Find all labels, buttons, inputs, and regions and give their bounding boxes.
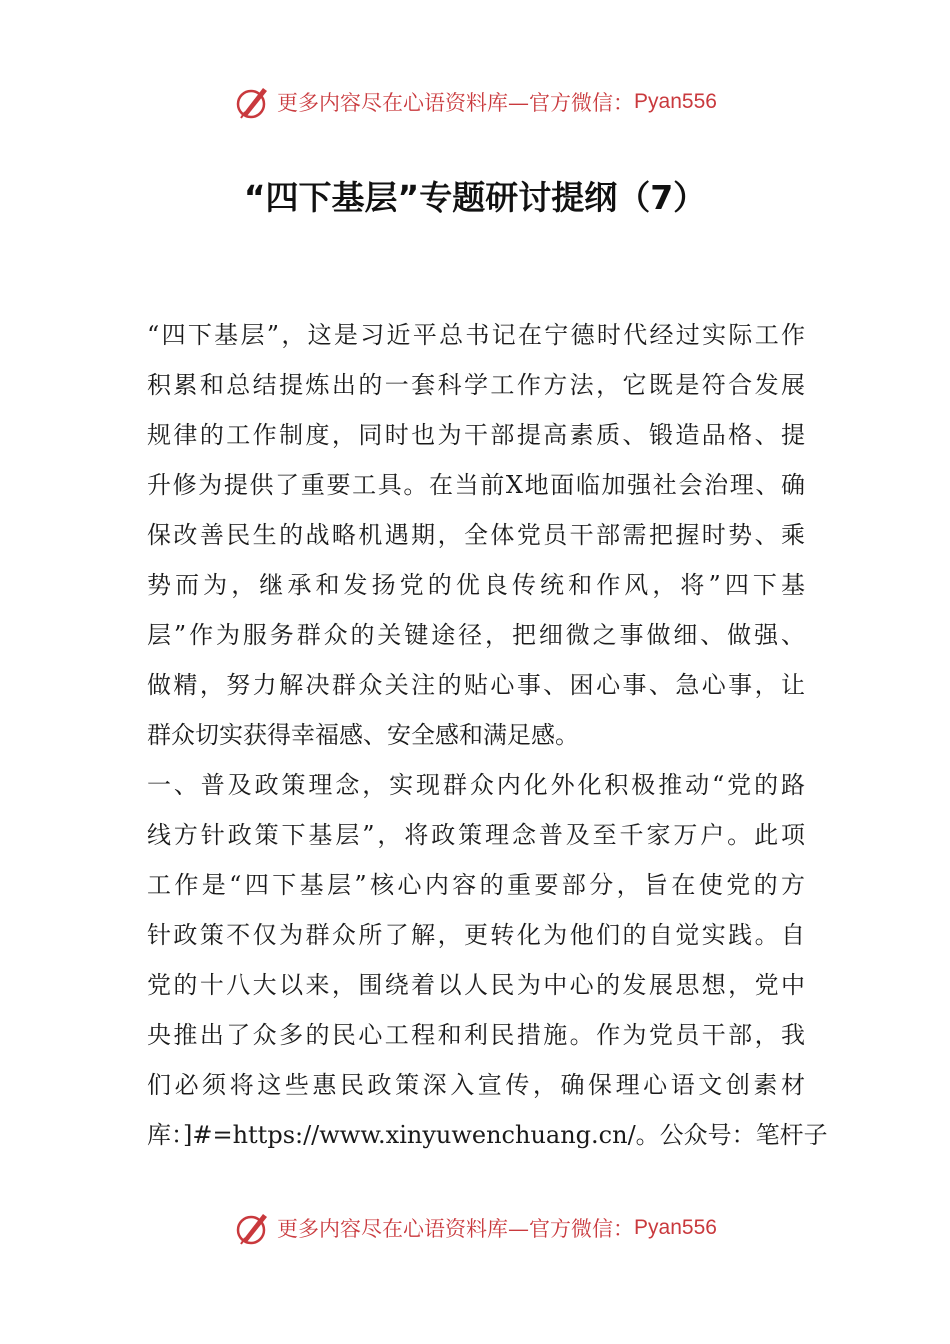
footer-banner-text: 更多内容尽在心语资料库—官方微信：	[277, 1217, 635, 1241]
footer-banner	[0, 1208, 950, 1248]
body-line: 线方针政策下基层”，将政策理念普及至千家万户。此项	[147, 821, 805, 849]
header-banner-text: 更多内容尽在心语资料库—官方微信：	[277, 91, 635, 115]
body-line: 保改善民生的战略机遇期，全体党员干部需把握时势、乘	[147, 521, 805, 549]
body-line: 层”作为服务群众的关键途径，把细微之事做细、做强、	[147, 621, 805, 649]
page-title: “四下基层”专题研讨提纲（7）	[243, 178, 707, 217]
header-banner	[0, 82, 950, 122]
quill-pen-logo-icon	[233, 82, 273, 122]
footer-wechat-id: Pyan556	[634, 1216, 717, 1239]
body-line: 规律的工作制度，同时也为干部提高素质、锻造品格、提	[147, 421, 805, 449]
body-line: 针政策不仅为群众所了解，更转化为他们的自觉实践。自	[147, 921, 805, 949]
quill-pen-logo-icon	[233, 1208, 273, 1248]
body-line: 积累和总结提炼出的一套科学工作方法，它既是符合发展	[147, 371, 805, 399]
body-text	[147, 310, 828, 1160]
body-line: 党的十八大以来，围绕着以人民为中心的发展思想，党中	[147, 971, 805, 999]
body-line: 做精，努力解决群众关注的贴心事、困心事、急心事，让	[147, 671, 805, 699]
body-line: 一、普及政策理念，实现群众内化外化积极推动“党的路	[147, 771, 805, 799]
body-line: 库：]#=https://www.xinyuwenchuang.cn/。公众号：笔杆子	[147, 1121, 828, 1149]
body-line: 势而为，继承和发扬党的优良传统和作风，将”四下基	[147, 571, 805, 599]
body-line: 央推出了众多的民心工程和利民措施。作为党员干部，我	[147, 1021, 805, 1049]
body-line: 升修为提供了重要工具。在当前X地面临加强社会治理、确	[147, 471, 805, 499]
body-line: 工作是“四下基层”核心内容的重要部分，旨在使党的方	[147, 871, 805, 899]
body-line: “四下基层”，这是习近平总书记在宁德时代经过实际工作	[147, 321, 805, 349]
body-line: 们必须将这些惠民政策深入宣传，确保理心语文创素材	[147, 1071, 805, 1099]
header-wechat-id: Pyan556	[634, 90, 717, 113]
body-line: 群众切实获得幸福感、安全感和满足感。	[147, 721, 579, 749]
